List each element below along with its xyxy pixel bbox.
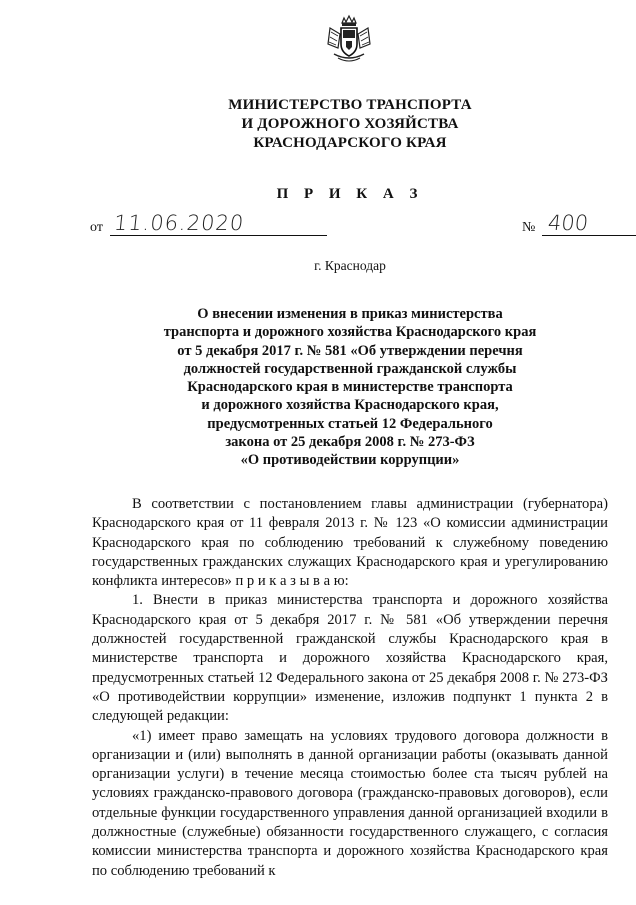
date-prefix: от — [90, 220, 103, 235]
body-paragraph: «1) имеет право замещать на условиях трудового договора должности в организации и (или) выполнять в данной организации работы (оказывать данной организации услуги) в течение месяца стоимостью более ста тысяч рублей на условиях гражданско-правового договора (гражданско-правовых договоров), если отдельные функции государственного управления данной организацией входили в должностные (служебные) обязанности государственного служащего, с согласия комиссии министерства транспорта и дорожного хозяйства Краснодарского края по соблюдению требований к — [92, 727, 608, 879]
subject-line: «О противодействии коррупции» — [240, 452, 460, 469]
ministry-line: МИНИСТЕРСТВО ТРАНСПОРТА — [228, 97, 472, 113]
city: г. Краснодар — [314, 258, 386, 273]
body-paragraph: 1. Внести в приказ министерства транспорта и дорожного хозяйства Краснодарского края от 5 декабря 2017 г. № 581 «Об утверждении перечня должностей государственной гражданской службы Краснодарского края в министерстве транспорта и дорожного хозяйства Краснодарского края, предусмотренных статьей 12 Федерального закона от 25 декабря 2008 г. № 273-ФЗ «О противодействии коррупции» изменение, изложив подпункт 1 пункта 2 в следующей редакции: — [92, 592, 608, 725]
ministry-name — [0, 96, 636, 153]
date-number-row — [90, 211, 610, 241]
subject-line: должностей государственной гражданской службы — [183, 360, 517, 377]
subject-line: транспорта и дорожного хозяйства Краснодарского края — [163, 324, 537, 341]
coat-of-arms-emblem — [324, 14, 374, 64]
subject-line: О внесении изменения в приказ министерства — [197, 306, 503, 322]
subject-line: предусмотренных статьей 12 Федерального — [207, 415, 493, 432]
ministry-line: И ДОРОЖНОГО ХОЗЯЙСТВА — [241, 116, 459, 132]
subject-line: от 5 декабря 2017 г. № 581 «Об утверждении перечня — [177, 342, 523, 359]
body-paragraph: В соответствии с постановлением главы администрации (губернатора) Краснодарского края от 11 февраля 2013 г. № 123 «О комиссии администрации Краснодарского края по соблюдению требований к служебному поведению государственных гражданских служащих Краснодарского края и урегулированию конфликта интересов» п р и к а з ы в а ю: — [92, 496, 608, 590]
order-body — [92, 495, 608, 881]
handwritten-number: 400 — [546, 211, 590, 235]
number-underline — [542, 235, 636, 236]
subject-line: Краснодарского края в министерстве транспорта — [187, 379, 513, 396]
subject-line: и дорожного хозяйства Краснодарского края, — [201, 397, 499, 414]
handwritten-date: 11.06.2020 — [112, 211, 246, 235]
ministry-line: КРАСНОДАРСКОГО КРАЯ — [253, 135, 447, 151]
date-underline — [110, 235, 327, 236]
order-title: П Р И К А З — [276, 186, 424, 202]
order-subject — [0, 305, 636, 470]
number-prefix: № — [522, 220, 536, 235]
subject-line: закона от 25 декабря 2008 г. № 273-ФЗ — [225, 434, 475, 451]
